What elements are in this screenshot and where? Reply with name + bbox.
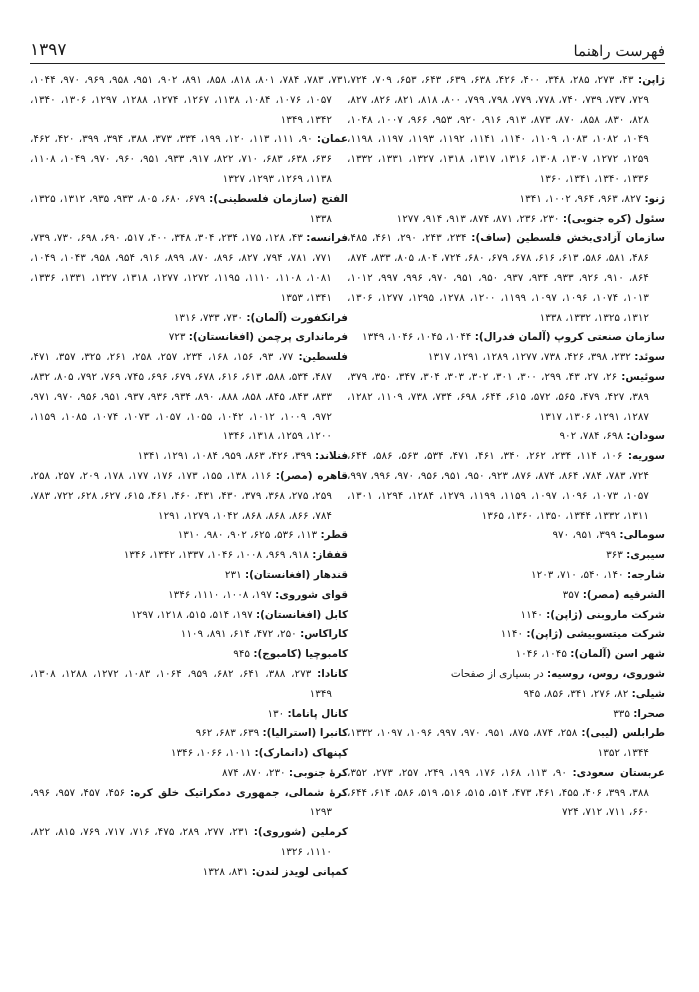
- entry-page-refs: ۱۱۴۰: [500, 628, 524, 641]
- entry-page-refs: ۲۷۳، ۳۸۸، ۶۴۱، ۶۸۲، ۹۵۹، ۱۰۶۴، ۱۰۸۳، ۱۲۷۲، ۱۲۸۸، ۱۳۰۸، ۱۳۴۹: [30, 667, 332, 700]
- entry-title: شارجه:: [626, 568, 665, 581]
- entry-title: سوئد:: [634, 351, 665, 364]
- entry-title: کپنهاک (دانمارک):: [254, 747, 348, 760]
- index-entry: [347, 210, 665, 230]
- index-entry: [347, 427, 665, 447]
- entry-title: شهر اسن (آلمان):: [570, 648, 665, 661]
- entry-title: فرمانداری پرچمن (افغانستان):: [188, 331, 348, 344]
- entry-page-refs: ۷۲۳: [168, 331, 186, 344]
- entry-title: کانال پاناما:: [287, 707, 348, 720]
- entry-title: کانبرا (استرالیا):: [262, 727, 348, 740]
- entry-page-refs: ۲۳۰، ۲۳۶، ۸۷۱، ۸۷۴، ۹۱۳، ۹۱۴، ۱۲۷۷: [396, 212, 560, 225]
- index-entry: [347, 526, 665, 546]
- index-entry: [347, 685, 665, 705]
- index-entry: [347, 328, 665, 348]
- index-entry: [347, 665, 665, 685]
- index-entry: [30, 328, 348, 348]
- header-title: فهرست راهنما: [573, 42, 665, 60]
- index-entry: [30, 744, 348, 764]
- entry-page-refs: ۸۲۷، ۹۶۳، ۹۶۴، ۱۰۰۲، ۱۳۴۱: [519, 192, 642, 205]
- index-entry: [30, 566, 348, 586]
- index-entry: [30, 625, 348, 645]
- entry-page-refs: ۳۹۹، ۹۵۱، ۹۷۰: [552, 529, 617, 542]
- entry-title: ژنو:: [644, 192, 665, 205]
- entry-page-refs: ۶۳۹، ۶۸۳، ۹۶۲: [195, 727, 260, 740]
- entry-page-refs: ۱۱۶، ۱۳۸، ۱۵۵، ۱۷۳، ۱۷۶، ۱۷۷، ۱۷۸، ۲۰۹، ۲۵۷، ۲۵۸، ۲۵۹، ۲۷۵، ۳۶۸، ۳۷۹، ۴۳۰، ۴۳۱، ۴۶۰، ۴۶۱، ۶۱۵، ۶۲۷، ۶۲۸، ۷۲۲، ۷۸۳، ۷۸۴، ۸۶۶، ۸۶۸، ۸۶۸، ۱۰۴۲، ۱۲۷۹، ۱۲۹۱: [30, 469, 332, 522]
- entry-title: شیلی:: [631, 687, 665, 700]
- entry-page-refs: ۱۰۴۴، ۱۰۴۵، ۱۰۴۶، ۱۳۴۹: [362, 331, 472, 344]
- entry-page-refs: ۹۱۸، ۹۶۹، ۱۰۰۸، ۱۰۴۶، ۱۳۳۷، ۱۳۴۲، ۱۳۴۶: [123, 549, 309, 562]
- index-entry: [347, 71, 665, 190]
- index-entry: [347, 645, 665, 665]
- index-entry: [30, 586, 348, 606]
- index-entry: [30, 526, 348, 546]
- index-entry: [347, 625, 665, 645]
- entry-title: ژاپن:: [638, 74, 665, 86]
- index-entry: [347, 606, 665, 626]
- entry-title: قوای شوروی:: [275, 588, 348, 601]
- entry-title: صحرا:: [633, 707, 665, 720]
- entry-page-refs: ۱۰۱۱، ۱۰۶۶، ۱۳۴۶: [170, 747, 252, 760]
- index-entry: [30, 130, 348, 189]
- entry-title: سوئیس:: [621, 370, 665, 383]
- index-entry: [30, 229, 348, 308]
- index-entry: [30, 606, 348, 626]
- entry-title: کاراکاس:: [300, 628, 348, 641]
- entry-page-refs: ۷۷، ۹۳، ۱۵۶، ۱۶۸، ۲۳۴، ۲۵۷، ۲۵۸، ۲۶۱، ۳۲۵، ۳۵۷، ۴۷۱، ۴۸۷، ۵۳۴، ۵۸۸، ۶۱۳، ۶۱۶، ۶۷۸، ۶۷۹، ۶۹۶، ۷۴۵، ۷۶۹، ۷۹۲، ۸۰۵، ۸۳۲، ۸۳۳، ۸۴۳، ۸۴۵، ۸۵۸، ۸۸۸، ۸۹۰، ۹۳۴، ۹۳۶، ۹۳۷، ۹۵۱، ۹۵۶، ۹۷۰، ۹۷۱، ۹۷۲، ۱۰۰۹، ۱۰۱۲، ۱۰۴۲، ۱۰۵۵، ۱۰۵۷، ۱۰۷۳، ۱۰۷۴، ۱۰۸۵، ۱۱۵۹، ۱۲۰۰، ۱۲۵۹، ۱۳۱۸، ۱۳۴۶: [30, 351, 332, 443]
- index-entry: [347, 190, 665, 210]
- entry-page-refs: ۶۷۹، ۶۸۰، ۸۰۵، ۹۳۳، ۹۳۵، ۱۳۱۲، ۱۳۲۵، ۱۳۳۸: [30, 192, 332, 225]
- index-entry: [30, 784, 348, 824]
- entry-title: سودان:: [626, 430, 665, 443]
- entry-page-refs: ۲۳۱، ۲۷۷، ۲۸۹، ۴۷۵، ۷۱۶، ۷۱۷، ۷۶۹، ۸۱۵، ۸۲۲، ۱۱۱۰، ۱۳۲۶: [30, 826, 332, 859]
- entry-page-refs: ۸۳۱، ۱۳۲۸: [202, 865, 249, 878]
- entry-title: کابل (افغانستان):: [255, 608, 348, 621]
- index-entry: [30, 309, 348, 329]
- entry-title: فرانکفورت (آلمان):: [246, 311, 348, 324]
- index-entry: [347, 348, 665, 368]
- index-entry: [30, 71, 348, 130]
- entry-title: کرملین (شوروی):: [253, 826, 348, 839]
- index-entry: [347, 447, 665, 526]
- entry-title: سازمان صنعتی کروپ (آلمان فدرال):: [474, 331, 665, 344]
- entry-title: فنلاند:: [315, 450, 348, 463]
- entry-page-refs: ۳۶۳: [606, 549, 623, 562]
- index-entry: [30, 190, 348, 230]
- entry-page-refs: ۹۰، ۱۱۱، ۱۱۳، ۱۲۰، ۱۹۹، ۳۳۴، ۳۷۳، ۳۸۸، ۳۹۴، ۳۹۹، ۴۲۰، ۴۶۲، ۶۳۶، ۶۳۸، ۶۸۳، ۷۱۰، ۸۲۲، ۹۱۷، ۹۳۳، ۹۵۱، ۹۶۰، ۹۷۰، ۱۰۴۹، ۱۱۰۸، ۱۱۳۸، ۱۲۶۹، ۱۲۹۳، ۱۳۲۷: [30, 133, 332, 185]
- entry-title: الفتح (سازمان فلسطینی):: [209, 192, 348, 205]
- entry-title: سئول (کره جنوبی):: [562, 212, 665, 225]
- index-column-left: [30, 71, 348, 883]
- entry-title: سازمان آزادی‌بخش فلسطین (ساف):: [471, 232, 665, 245]
- entry-title: سومالی:: [619, 529, 665, 542]
- entry-page-refs: ۳۵۷: [562, 588, 580, 601]
- index-entry: [30, 447, 348, 467]
- entry-page-refs: ۲۵۰، ۴۷۲، ۶۱۴، ۸۹۱، ۱۱۰۹: [180, 628, 297, 641]
- entry-title: قفقاز:: [312, 549, 348, 562]
- entry-page-refs: ۱۰۶، ۱۱۴، ۲۳۴، ۲۶۲، ۳۴۰، ۴۶۱، ۴۷۱، ۵۳۴، ۵۶۳، ۵۸۶، ۶۴۴، ۷۲۴، ۷۸۳، ۷۸۴، ۸۶۴، ۸۷۴، ۸۷۶، ۹۲۳، ۹۵۰، ۹۵۱، ۹۵۶، ۹۷۰، ۹۹۶، ۹۹۷، ۱۰۵۷، ۱۰۷۳، ۱۰۹۶، ۱۰۹۷، ۱۱۵۹، ۱۱۹۹، ۱۲۷۹، ۱۲۸۴، ۱۲۹۴، ۱۳۰۱، ۱۳۱۱، ۱۳۳۲، ۱۳۴۴، ۱۳۵۰، ۱۳۶۰، ۱۳۶۵: [347, 450, 649, 522]
- index-column-right: [347, 71, 665, 823]
- entry-title: کامبوچیا (کامبوج):: [253, 648, 348, 661]
- entry-title: الشرقیه (مصر):: [582, 588, 665, 601]
- entry-page-refs: ۶۹۸، ۷۸۴، ۹۰۲: [559, 430, 624, 443]
- entry-page-refs: ۱۴۰، ۵۴۰، ۷۱۰، ۱۲۰۳: [531, 568, 624, 581]
- entry-title: کرهٔ جنوبی:: [288, 766, 348, 779]
- index-entry: [30, 665, 348, 705]
- entry-page-refs: ۱۰۴۵، ۱۰۴۶: [515, 648, 567, 661]
- entry-title: فرانسه:: [306, 232, 348, 245]
- index-entry: [30, 764, 348, 784]
- entry-page-refs: ۹۰، ۱۱۳، ۱۶۸، ۱۷۶، ۱۹۹، ۲۴۹، ۲۵۷، ۲۷۳، ۳۵۲، ۳۸۸، ۳۹۹، ۴۰۶، ۴۵۵، ۴۶۱، ۴۷۳، ۵۱۴، ۵۱۵، ۵۱۶، ۵۱۹، ۵۸۶، ۶۱۴، ۶۴۴، ۶۶۰، ۷۱۱، ۷۱۲، ۷۲۴: [347, 766, 649, 819]
- index-entry: [30, 645, 348, 665]
- entry-title: شرکت میتسوبیشی (ژاپن):: [526, 628, 665, 641]
- index-entry: [30, 467, 348, 526]
- index-entry: [30, 705, 348, 725]
- entry-page-refs: ۲۶، ۲۷، ۴۳، ۲۹۹، ۳۰۰، ۳۰۱، ۳۰۲، ۳۰۳، ۳۰۴، ۳۴۷، ۳۵۰، ۳۷۹، ۳۸۹، ۴۲۷، ۴۷۹، ۵۶۵، ۵۷۲، ۶۱۵، ۶۴۴، ۶۹۸، ۷۳۴، ۷۳۸، ۱۱۰۹، ۱۲۸۲، ۱۲۸۷، ۱۲۹۱، ۱۳۰۶، ۱۳۱۷: [347, 370, 649, 423]
- index-entry: [347, 546, 665, 566]
- index-entry: [347, 566, 665, 586]
- entry-page-refs: ۴۵۶، ۴۵۷، ۹۵۷، ۹۹۶، ۱۲۹۳: [30, 786, 332, 819]
- index-entry: [347, 764, 665, 823]
- index-entry: [347, 724, 665, 764]
- index-entry: [30, 863, 348, 883]
- index-entry: [347, 586, 665, 606]
- entry-page-refs: ۲۵۸، ۸۷۴، ۸۷۵، ۹۵۱، ۹۷۰، ۹۹۷، ۱۰۹۶، ۱۰۹۷، ۱۳۳۲، ۱۳۴۴، ۱۳۵۲: [347, 727, 649, 760]
- page-number: ۱۳۹۷: [30, 40, 67, 60]
- entry-title: شرکت ماروبنی (ژاپن):: [546, 608, 665, 621]
- entry-page-refs: ۱۹۷، ۵۱۴، ۵۱۵، ۱۲۱۸، ۱۲۹۷: [131, 608, 253, 621]
- entry-page-refs: ۳۹۹، ۴۲۶، ۸۶۳، ۹۵۹، ۱۰۸۴، ۱۲۹۱، ۱۳۴۱: [137, 450, 312, 463]
- index-entry: [30, 546, 348, 566]
- entry-title: قندهار (افغانستان):: [244, 568, 348, 581]
- entry-title: قاهره (مصر):: [275, 469, 348, 482]
- index-entry: [30, 348, 348, 447]
- index-entry: [30, 823, 348, 863]
- entry-title: سوریه:: [627, 450, 665, 463]
- index-entry: [347, 368, 665, 427]
- entry-page-refs: ۱۹۷، ۱۰۰۸، ۱۱۱۰، ۱۳۴۶: [168, 588, 272, 601]
- entry-page-refs: در بسیاری از صفحات: [450, 667, 544, 680]
- entry-page-refs: ۴۳، ۱۲۸، ۱۷۵، ۲۳۴، ۳۰۴، ۳۴۸، ۴۰۰، ۵۱۷، ۶۹۰، ۶۹۸، ۷۳۰، ۷۳۹، ۷۷۱، ۷۸۱، ۷۹۴، ۸۲۷، ۸۹۶، ۸۷۰، ۸۹۹، ۹۱۶، ۹۵۴، ۹۵۸، ۱۰۴۳، ۱۰۴۹، ۱۰۸۱، ۱۱۰۸، ۱۱۱۰، ۱۱۹۵، ۱۲۷۲، ۱۲۷۷، ۱۳۱۸، ۱۳۲۷، ۱۳۳۱، ۱۳۳۶، ۱۳۴۱، ۱۳۵۳: [30, 232, 332, 304]
- entry-title: عمان:: [316, 133, 348, 146]
- entry-page-refs: ۱۳۰: [267, 707, 285, 720]
- index-entry: [347, 229, 665, 328]
- entry-page-refs: ۲۳۲، ۳۹۸، ۴۲۶، ۷۳۸، ۱۲۷۷، ۱۲۸۹، ۱۲۹۱، ۱۳۱۷: [427, 351, 631, 364]
- entry-page-refs: ۲۳۴، ۲۴۳، ۲۹۰، ۴۶۱، ۴۸۵، ۴۸۶، ۵۸۱، ۵۸۶، ۶۱۳، ۶۱۶، ۶۷۸، ۶۷۹، ۶۸۰، ۷۲۴، ۸۰۴، ۸۰۵، ۸۳۳، ۸۷۴، ۸۶۴، ۹۱۰، ۹۲۶، ۹۳۳، ۹۳۴، ۹۳۷، ۹۵۰، ۹۵۱، ۹۷۰، ۹۹۶، ۹۹۷، ۱۰۱۲، ۱۰۱۳، ۱۰۷۴، ۱۰۹۶، ۱۰۹۷، ۱۱۹۹، ۱۲۰۰، ۱۲۷۸، ۱۲۹۵، ۱۲۷۷، ۱۳۰۶، ۱۳۱۲، ۱۳۲۵، ۱۳۳۲، ۱۳۳۸: [347, 232, 649, 324]
- entry-title: فلسطین:: [298, 351, 348, 364]
- entry-page-refs: ۸۲، ۲۷۶، ۳۴۱، ۸۵۶، ۹۴۵: [523, 687, 629, 700]
- entry-title: عربستان سعودی:: [572, 766, 665, 779]
- entry-title: قطر:: [320, 529, 348, 542]
- entry-page-refs: ۳۳۵: [613, 707, 630, 720]
- entry-page-refs: ۷۳۱، ۷۸۳، ۷۸۴، ۸۰۱، ۸۱۸، ۸۵۸، ۸۹۱، ۹۰۲، ۹۵۱، ۹۵۸، ۹۶۹، ۹۷۰، ۱۰۴۴، ۱۰۵۷، ۱۰۷۶، ۱۰۸۴، ۱۱۳۸، ۱۲۶۷، ۱۲۷۴، ۱۲۸۸، ۱۲۹۷، ۱۳۰۶، ۱۳۴۰، ۱۳۴۲، ۱۳۴۹: [30, 74, 348, 126]
- index-entry: [347, 705, 665, 725]
- entry-title: کرهٔ شمالی، جمهوری دمکراتیک خلق کره:: [130, 786, 348, 799]
- page-header: [30, 30, 665, 64]
- entry-page-refs: ۲۳۱: [224, 568, 242, 581]
- entry-page-refs: ۹۴۵: [233, 648, 251, 661]
- entry-page-refs: ۱۱۴۰: [520, 608, 543, 621]
- index-entry: [30, 724, 348, 744]
- entry-title: طرابلس (لیبی):: [581, 727, 665, 740]
- entry-title: سیبری:: [626, 549, 665, 562]
- entry-title: کانادا:: [317, 667, 348, 680]
- entry-page-refs: ۲۳۰، ۸۷۰، ۸۷۴: [222, 766, 286, 779]
- entry-page-refs: ۷۳۰، ۷۳۳، ۱۳۱۶: [173, 311, 244, 324]
- entry-page-refs: ۱۱۳، ۵۳۶، ۶۲۵، ۹۰۲، ۹۸۰، ۱۳۱۰: [177, 529, 318, 542]
- entry-title: کمپانی لویدز لندن:: [251, 865, 348, 878]
- entry-title: شوروی، روس، روسیه:: [547, 667, 665, 680]
- entry-page-refs: ۴۳، ۲۷۳، ۲۸۵، ۳۴۸، ۴۰۰، ۴۲۶، ۶۳۸، ۶۳۹، ۶۴۳، ۶۵۳، ۷۰۹، ۷۲۴، ۷۲۹، ۷۳۷، ۷۳۹، ۷۴۰، ۷۷۸، ۷۷۹، ۷۹۸، ۷۹۹، ۸۰۰، ۸۱۸، ۸۲۱، ۸۲۶، ۸۲۷، ۸۲۸، ۸۳۰، ۸۵۸، ۸۷۰، ۸۷۳، ۹۱۳، ۹۱۶، ۹۲۰، ۹۵۳، ۹۶۶، ۱۰۰۷، ۱۰۴۸، ۱۰۴۹، ۱۰۸۲، ۱۰۸۳، ۱۱۰۹، ۱۱۴۰، ۱۱۴۱، ۱۱۹۲، ۱۱۹۳، ۱۱۹۷، ۱۱۹۸، ۱۲۵۹، ۱۲۷۲، ۱۳۰۷، ۱۳۰۸، ۱۳۱۶، ۱۳۱۷، ۱۳۱۸، ۱۳۲۷، ۱۳۳۱، ۱۳۳۲، ۱۳۳۶، ۱۳۴۰، ۱۳۴۱، ۱۳۶۰: [347, 74, 649, 185]
